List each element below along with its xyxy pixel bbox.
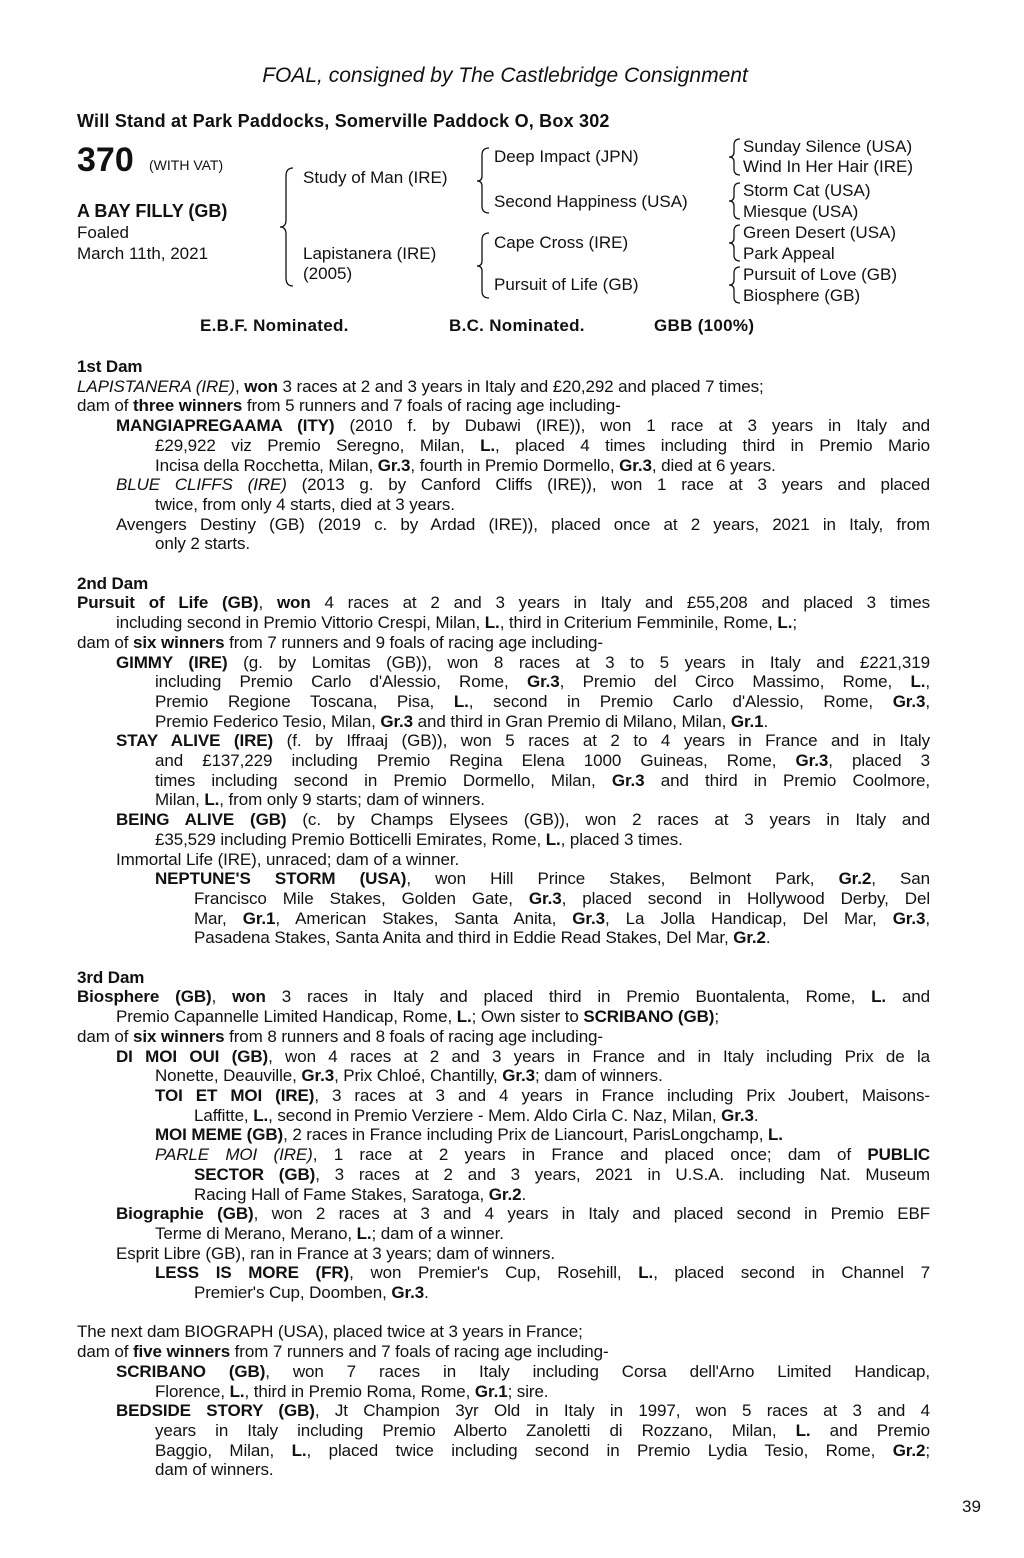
bold-text: L.	[545, 829, 561, 849]
italic-text: BLUE CLIFFS (IRE)	[116, 475, 287, 495]
text-line	[116, 515, 930, 535]
brace-icon	[280, 168, 293, 286]
text-line	[155, 712, 930, 732]
text-line	[155, 534, 930, 554]
pedigree-ancestor: Biosphere (GB)	[743, 286, 861, 305]
text-run: , third in Criterium Femminile, Rome,	[499, 613, 778, 633]
bold-text: L.	[795, 1420, 811, 1440]
text-line	[194, 1283, 930, 1303]
text-run: , San	[871, 869, 930, 889]
bold-text: won	[276, 593, 311, 613]
pedigree-ancestor: Storm Cat (USA)	[743, 181, 871, 200]
text-line	[155, 1066, 930, 1086]
brace-icon	[729, 183, 740, 219]
brace-icon	[729, 139, 740, 175]
text-run: Laffitte,	[194, 1105, 254, 1125]
bold-text: L.	[356, 1223, 372, 1243]
bold-text: L.	[871, 987, 887, 1007]
text-line	[116, 810, 930, 830]
text-run: and Premio	[810, 1420, 930, 1440]
text-run: ,	[925, 908, 930, 928]
text-line	[116, 653, 930, 673]
bold-text: six winners	[133, 1026, 225, 1046]
bold-text: L.	[229, 1381, 245, 1401]
text-run: , died at 6 years.	[651, 455, 776, 475]
text-run: , won 2 races at 3 and 4 years in Italy and placed second in Premio EBF	[253, 1204, 930, 1224]
text-run: , 3 races at 2 and 3 years, 2021 in U.S.A. including Nat. Museum	[315, 1164, 930, 1184]
brace-icon	[477, 233, 489, 298]
bold-text: DI MOI OUI (GB)	[116, 1046, 269, 1066]
text-run: only 2 starts.	[155, 534, 250, 554]
text-run: ,	[925, 691, 930, 711]
text-line	[116, 1007, 930, 1027]
bold-text: L.	[291, 1440, 307, 1460]
pedigree-sire: Study of Man (IRE)	[303, 168, 448, 187]
pedigree-ancestor: Wind In Her Hair (IRE)	[743, 157, 914, 176]
text-run: 3 races in Italy and placed third in Premio Buontalenta, Rome,	[265, 987, 872, 1007]
text-line	[194, 1185, 930, 1205]
produce-entry	[77, 1125, 930, 1145]
bold-text: MOI MEME (GB)	[155, 1125, 284, 1145]
dam-section	[77, 968, 930, 1303]
text-run: 3 races at 2 and 3 years in Italy and £20,292 and placed 7 times;	[277, 376, 764, 396]
text-line	[155, 1421, 930, 1441]
bold-text: Gr.3	[380, 711, 414, 731]
italic-text: LAPISTANERA (IRE)	[77, 376, 235, 396]
text-run: (g. by Lomitas (GB)), won 8 races at 3 to 5 years in Italy and £221,319	[227, 652, 930, 672]
text-line	[155, 1382, 930, 1402]
text-run: , 3 races at 3 and 4 years in France including Prix Joubert, Maisons-	[314, 1085, 930, 1105]
text-run: including second in Premio Vittorio Crespi, Milan,	[116, 613, 485, 633]
bold-text: L.	[253, 1105, 269, 1125]
bold-text: Pursuit of Life (GB)	[77, 593, 259, 613]
produce-entry	[77, 850, 930, 870]
text-run: , second in Premio Carlo d'Alessio, Rome,	[468, 691, 893, 711]
text-run: Mar,	[194, 908, 243, 928]
text-run: Baggio, Milan,	[155, 1440, 292, 1460]
foaled-date: March 11th, 2021	[77, 244, 209, 263]
text-line	[155, 830, 930, 850]
pedigree-dam: Lapistanera (IRE)	[303, 244, 437, 263]
bold-text: MANGIAPREGAAMA (ITY)	[116, 416, 335, 436]
ebf-nomination: E.B.F. Nominated.	[200, 316, 349, 335]
text-run: , won Hill Prince Stakes, Belmont Park,	[406, 869, 839, 889]
text-run: , placed second in Channel 7	[653, 1263, 930, 1283]
bold-text: SECTOR (GB)	[194, 1164, 316, 1184]
text-run: (2013 g. by Canford Cliffs (IRE)), won 1 race at 3 years and placed	[286, 475, 930, 495]
text-run: dam of	[77, 1342, 133, 1362]
text-run: Premier's Cup, Doomben,	[194, 1283, 392, 1303]
lot-number: 370	[77, 141, 134, 179]
bold-text: three winners	[133, 396, 243, 416]
text-run: Esprit Libre (GB), ran in France at 3 years; dam of winners.	[116, 1243, 556, 1263]
text-run: Avengers Destiny (GB) (2019 c. by Ardad (IRE)), placed once at 2 years, 2021 in Italy, from	[116, 514, 930, 534]
foaled-label: Foaled	[77, 223, 129, 242]
section-heading: 1st Dam	[77, 357, 143, 376]
bold-text: Biographie (GB)	[116, 1204, 254, 1224]
produce-entry	[77, 1244, 930, 1264]
pedigree-ancestor: Pursuit of Love (GB)	[743, 265, 898, 284]
text-line	[77, 1322, 930, 1342]
bold-text: L.	[480, 435, 496, 455]
text-run: times including second in Premio Dormello, Milan,	[155, 770, 612, 790]
text-run: ; sire.	[507, 1381, 549, 1401]
text-line	[116, 850, 930, 870]
text-run: ; dam of winners.	[534, 1066, 663, 1086]
produce-entry	[77, 475, 930, 514]
text-run: and £137,229 including Premio Regina Elena 1000 Guineas, Rome,	[155, 751, 796, 771]
text-run: (2010 f. by Dubawi (IRE)), won 1 race at 3 years in Italy and	[334, 416, 930, 436]
text-run: Pasadena Stakes, Santa Anita and third in Eddie Read Stakes, Del Mar,	[194, 928, 734, 948]
pedigree-grandsire: Deep Impact (JPN)	[494, 147, 639, 166]
text-run: Francisco Mile Stakes, Golden Gate,	[194, 888, 529, 908]
bold-text: Gr.2	[733, 928, 766, 948]
produce-entry	[77, 515, 930, 554]
text-run: £35,529 including Premio Botticelli Emirates, Rome,	[155, 829, 546, 849]
text-run: £29,922 viz Premio Seregno, Milan,	[155, 435, 481, 455]
bold-text: L.	[777, 613, 793, 633]
text-run: , Premio del Circo Massimo, Rome,	[559, 672, 911, 692]
produce-entry	[77, 731, 930, 810]
bc-nomination: B.C. Nominated.	[449, 316, 585, 335]
bold-text: Gr.3	[502, 1066, 535, 1086]
bold-text: L.	[204, 790, 220, 810]
text-run: Premio Federico Tesio, Milan,	[155, 711, 381, 731]
text-line	[155, 672, 930, 692]
pedigree-grandsire: Cape Cross (IRE)	[494, 233, 629, 252]
text-line	[116, 1047, 930, 1067]
text-line	[155, 436, 930, 456]
text-run: , won 7 races in Italy including Corsa dell'Arno Limited Handicap,	[265, 1361, 930, 1381]
bold-text: SCRIBANO (GB)	[116, 1361, 266, 1381]
bold-text: TOI ET MOI (IRE)	[155, 1085, 315, 1105]
text-run: Nonette, Deauville,	[155, 1066, 302, 1086]
text-run: Immortal Life (IRE), unraced; dam of a winner.	[116, 849, 460, 869]
section-heading: 2nd Dam	[77, 573, 149, 593]
text-run: from 7 runners and 9 foals of racing age including-	[224, 632, 603, 652]
text-run: , placed 4 times including third in Premio Mario	[495, 435, 930, 455]
text-run: 4 races at 2 and 3 years in Italy and £55,208 and placed 3 times	[310, 593, 930, 613]
produce-entry	[77, 1263, 930, 1302]
text-run: and third in Gran Premio di Milano, Milan,	[413, 711, 731, 731]
text-run: , won 4 races at 2 and 3 years in France and in Italy including Prix de la	[268, 1046, 930, 1066]
bold-text: Gr.1	[242, 908, 276, 928]
produce-entry	[77, 1145, 930, 1204]
pedigree-ancestor: Sunday Silence (USA)	[743, 137, 913, 156]
text-line	[155, 1441, 930, 1461]
bold-text: Gr.2	[838, 869, 872, 889]
text-line	[194, 889, 930, 909]
text-run: , placed second in Hollywood Derby, Del	[561, 888, 930, 908]
produce-entry	[77, 1342, 930, 1362]
text-line	[194, 928, 930, 948]
italic-text: PARLE MOI (IRE)	[155, 1145, 313, 1165]
text-run: ; Own sister to	[471, 1007, 584, 1027]
bold-text: L.	[453, 691, 469, 711]
text-run: .	[753, 1105, 759, 1125]
dam-section	[77, 357, 930, 554]
bold-text: Gr.3	[526, 672, 560, 692]
produce-entry	[77, 633, 930, 653]
produce-entry	[77, 416, 930, 475]
bold-text: Gr.3	[611, 770, 645, 790]
produce-entry	[77, 396, 930, 416]
text-line	[77, 1342, 930, 1362]
produce-entry	[77, 869, 930, 948]
text-run: , fourth in Premio Dormello,	[410, 455, 620, 475]
text-line	[77, 1027, 930, 1047]
text-run: .	[765, 928, 771, 948]
text-line	[116, 475, 930, 495]
text-line	[155, 1224, 930, 1244]
text-line	[77, 593, 930, 613]
text-run: ;	[792, 613, 797, 633]
bold-text: six winners	[133, 632, 225, 652]
bold-text: L.	[456, 1007, 472, 1027]
text-line	[155, 1460, 930, 1480]
bold-text: five winners	[133, 1342, 231, 1362]
text-run: dam of	[77, 632, 133, 652]
text-run: years in Italy including Premio Alberto Zanoletti di Rozzano, Milan,	[155, 1420, 796, 1440]
text-run: and third in Premio Coolmore,	[644, 770, 931, 790]
text-line	[116, 416, 930, 436]
text-run: Racing Hall of Fame Stakes, Saratoga,	[194, 1184, 489, 1204]
pedigree-ancestor: Park Appeal	[743, 244, 835, 263]
horse-description: A BAY FILLY (GB)	[77, 201, 228, 221]
text-run: , third in Premio Roma, Rome,	[244, 1381, 475, 1401]
produce-entry	[77, 1047, 930, 1086]
bold-text: PUBLIC	[867, 1145, 931, 1165]
produce-entry	[77, 1204, 930, 1243]
bold-text: Biosphere (GB)	[77, 987, 212, 1007]
text-run: , 2 races in France including Prix de Liancourt, ParisLongchamp,	[283, 1125, 768, 1145]
text-run: ;	[925, 1440, 930, 1460]
produce-record	[77, 357, 930, 1500]
text-line	[116, 1204, 930, 1224]
produce-entry	[77, 987, 930, 1026]
pedigree-granddam: Second Happiness (USA)	[494, 192, 688, 211]
pedigree-ancestor: Miesque (USA)	[743, 202, 859, 221]
text-run: , Prix Chloé, Chantilly,	[334, 1066, 503, 1086]
text-run: .	[521, 1184, 527, 1204]
text-line	[116, 1244, 930, 1264]
text-run: , second in Premio Verziere - Mem. Aldo Cirla C. Naz, Milan,	[268, 1105, 722, 1125]
text-run: dam of winners.	[155, 1460, 274, 1480]
produce-entry	[77, 810, 930, 849]
bold-text: Gr.3	[377, 455, 411, 475]
text-line	[194, 1165, 930, 1185]
text-run: Incisa della Rocchetta, Milan,	[155, 455, 378, 475]
text-run: , 1 race at 2 years in France and placed once; dam of	[312, 1145, 868, 1165]
bold-text: won	[232, 987, 266, 1007]
text-run: dam of	[77, 1026, 133, 1046]
text-run: (c. by Champs Elysees (GB)), won 2 races at 3 years in Italy and	[286, 810, 930, 830]
text-run: The next dam BIOGRAPH (USA), placed twice at 3 years in France;	[77, 1322, 583, 1342]
text-run: ,	[211, 987, 233, 1007]
bold-text: Gr.3	[892, 908, 926, 928]
produce-entry	[77, 1362, 930, 1401]
gbb-status: GBB (100%)	[654, 316, 755, 335]
text-line	[155, 456, 930, 476]
bold-text: Gr.1	[474, 1381, 508, 1401]
bold-text: L.	[484, 613, 500, 633]
brace-icon	[729, 225, 740, 261]
text-line	[77, 987, 930, 1007]
text-run: from 7 runners and 7 foals of racing age including-	[230, 1342, 609, 1362]
text-run: ;	[714, 1007, 719, 1027]
text-run: including Premio Carlo d'Alessio, Rome,	[155, 672, 527, 692]
bold-text: SCRIBANO (GB)	[583, 1007, 715, 1027]
text-line	[155, 1145, 930, 1165]
text-line	[155, 495, 930, 515]
bold-text: NEPTUNE'S STORM (USA)	[155, 869, 407, 889]
bold-text: Gr.3	[795, 751, 829, 771]
text-run: ; dam of a winner.	[371, 1223, 504, 1243]
text-run: , placed 3	[828, 751, 930, 771]
bold-text: Gr.2	[488, 1184, 522, 1204]
text-run: .	[763, 711, 769, 731]
text-line	[155, 771, 930, 791]
text-run: .	[424, 1283, 429, 1303]
text-run: , placed twice including second in Premio Lydia Tesio, Rome,	[306, 1440, 893, 1460]
text-line	[194, 909, 930, 929]
text-run: ,	[258, 593, 277, 613]
bold-text: Gr.3	[892, 691, 926, 711]
bold-text: Gr.1	[730, 711, 764, 731]
bold-text: won	[244, 376, 278, 396]
text-run: Terme di Merano, Merano,	[155, 1223, 357, 1243]
bold-text: Gr.3	[572, 908, 605, 928]
text-run: and	[886, 987, 931, 1007]
text-line	[116, 1362, 930, 1382]
bold-text: STAY ALIVE (IRE)	[116, 731, 274, 751]
pedigree-ancestor: Green Desert (USA)	[743, 223, 897, 242]
text-run: , from only 9 starts; dam of winners.	[219, 790, 485, 810]
text-run: Florence,	[155, 1381, 230, 1401]
bold-text: LESS IS MORE (FR)	[155, 1263, 350, 1283]
text-run: dam of	[77, 396, 133, 416]
bold-text: Gr.2	[892, 1440, 926, 1460]
produce-entry	[77, 653, 930, 732]
produce-entry	[77, 1086, 930, 1125]
text-line	[155, 1086, 930, 1106]
text-line	[116, 1401, 930, 1421]
brace-icon	[477, 148, 489, 213]
bold-text: BEDSIDE STORY (GB)	[116, 1401, 315, 1421]
text-run: , placed 3 times.	[560, 829, 683, 849]
page-number: 39	[962, 1497, 981, 1516]
text-line	[155, 790, 930, 810]
text-run: , La Jolla Handicap, Del Mar,	[604, 908, 893, 928]
bold-text: L.	[767, 1125, 783, 1145]
text-run: (f. by Iffraaj (GB)), won 5 races at 2 to 4 years in France and in Italy	[273, 731, 931, 751]
bold-text: L.	[638, 1263, 654, 1283]
text-line	[194, 1106, 930, 1126]
bold-text: Gr.3	[391, 1283, 425, 1303]
dam-section	[77, 574, 930, 948]
text-line	[77, 633, 930, 653]
bold-text: BEING ALIVE (GB)	[116, 810, 287, 830]
text-run: from 5 runners and 7 foals of racing age including-	[242, 396, 621, 416]
text-line	[77, 377, 930, 397]
text-run: Milan,	[155, 790, 205, 810]
text-line	[155, 1125, 930, 1145]
text-run: ,	[925, 672, 930, 692]
text-run: ,	[234, 376, 245, 396]
produce-entry	[77, 1027, 930, 1047]
section-heading: 3rd Dam	[77, 967, 145, 987]
text-run: Premio Regione Toscana, Pisa,	[155, 691, 454, 711]
bold-text: Gr.3	[528, 888, 562, 908]
text-line	[116, 731, 930, 751]
text-line	[155, 751, 930, 771]
bold-text: GIMMY (IRE)	[116, 652, 228, 672]
pedigree-granddam: Pursuit of Life (GB)	[494, 275, 639, 294]
vat-note: (WITH VAT)	[149, 157, 224, 173]
brace-icon	[729, 267, 740, 303]
bold-text: Gr.3	[301, 1066, 335, 1086]
text-line	[155, 869, 930, 889]
text-line	[116, 613, 930, 633]
produce-entry	[77, 593, 930, 632]
text-line	[77, 396, 930, 416]
text-run: twice, from only 4 starts, died at 3 years.	[155, 494, 455, 514]
text-run: Premio Capannelle Limited Handicap, Rome,	[116, 1007, 457, 1027]
produce-entry	[77, 1401, 930, 1480]
text-line	[155, 692, 930, 712]
text-run: , won Premier's Cup, Rosehill,	[349, 1263, 639, 1283]
stabling-location: Will Stand at Park Paddocks, Somerville Paddock O, Box 302	[77, 111, 610, 131]
pedigree-dam-year: (2005)	[303, 264, 353, 283]
produce-entry	[77, 377, 930, 397]
text-run: , Jt Champion 3yr Old in Italy in 1997, won 5 races at 3 and 4	[314, 1401, 930, 1421]
text-run: , American Stakes, Santa Anita,	[275, 908, 573, 928]
text-run: from 8 runners and 8 foals of racing age including-	[224, 1026, 603, 1046]
bold-text: Gr.3	[721, 1105, 754, 1125]
bold-text: L.	[910, 672, 926, 692]
text-line	[155, 1263, 930, 1283]
dam-section	[77, 1322, 930, 1480]
bold-text: Gr.3	[619, 455, 652, 475]
produce-entry	[77, 1322, 930, 1342]
page-title: FOAL, consigned by The Castlebridge Consignment	[262, 64, 748, 87]
